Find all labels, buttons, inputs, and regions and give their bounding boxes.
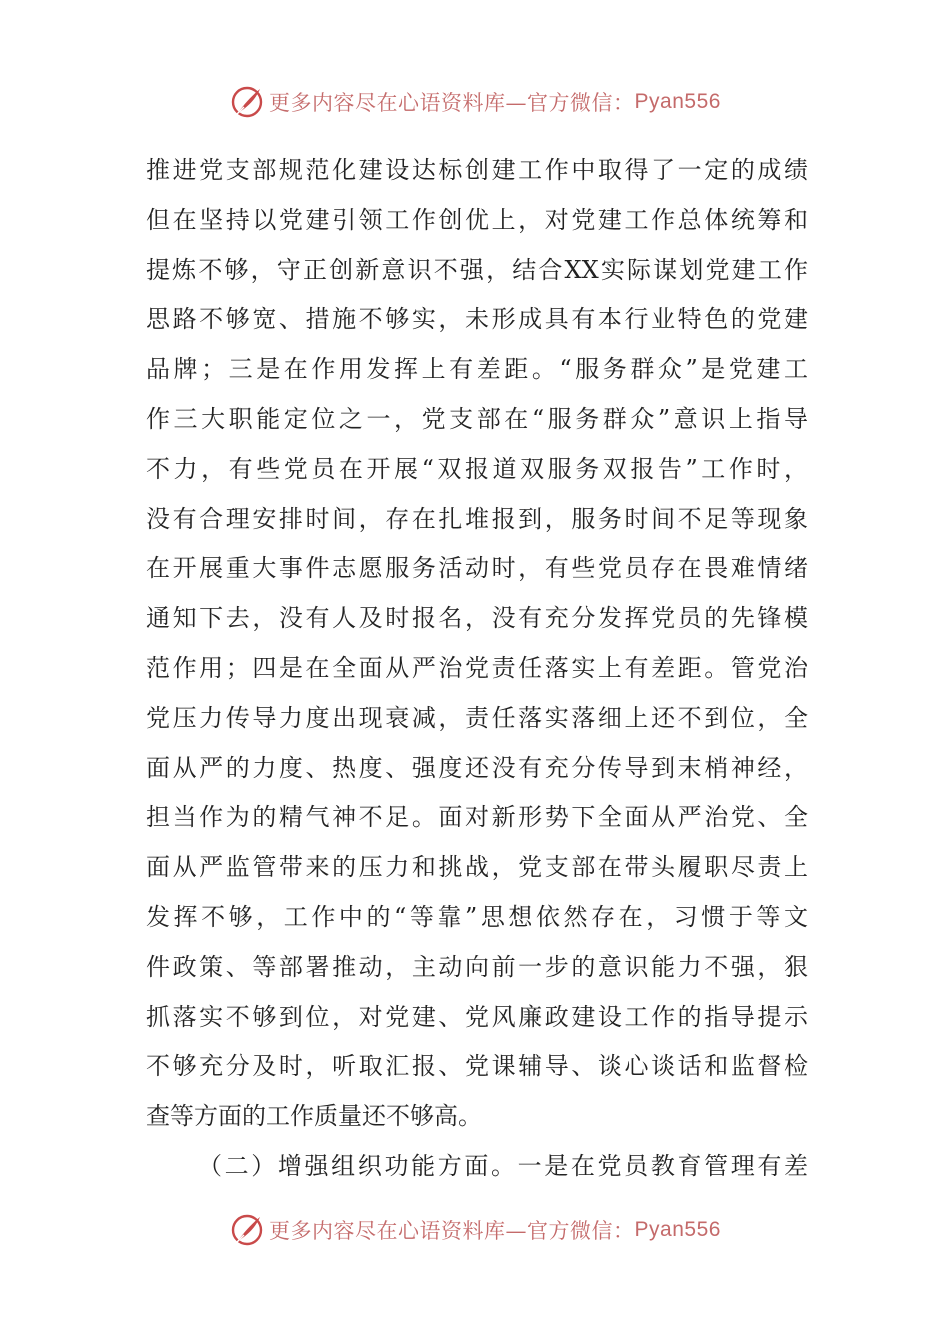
watermark-wechat-id: Pyan556 [634, 90, 721, 113]
text-line: 面从严监管带来的压力和挑战，党支部在带头履职尽责上 [146, 853, 808, 882]
text-line: 提炼不够，守正创新意识不强，结合XX实际谋划党建工作 [146, 255, 808, 284]
text-line: 推进党支部规范化建设达标创建工作中取得了一定的成绩 [146, 156, 808, 184]
watermark-wechat-id: Pyan556 [634, 1218, 721, 1241]
text-line: 在开展重大事件志愿服务活动时，有些党员存在畏难情绪 [146, 554, 808, 583]
footer-watermark-banner [0, 1210, 950, 1250]
text-line: 作三大职能定位之一，党支部在“服务群众”意识上指导 [146, 404, 808, 433]
text-line: 通知下去，没有人及时报名，没有充分发挥党员的先锋模 [146, 604, 808, 633]
text-line: 不力，有些党员在开展“双报道双服务双报告”工作时， [146, 454, 808, 483]
text-line: 查等方面的工作质量还不够高。 [146, 1102, 482, 1131]
text-line: 面从严的力度、热度、强度还没有充分传导到末梢神经， [146, 753, 808, 782]
document-body [146, 146, 808, 1192]
paragraph [146, 1142, 808, 1192]
text-line: 范作用；四是在全面从严治党责任落实上有差距。管党治 [146, 653, 808, 682]
text-line: 件政策、等部署推动，主动向前一步的意识能力不强，狠 [146, 952, 808, 981]
quill-pen-logo-icon [229, 84, 265, 120]
text-line: 没有合理安排时间，存在扎堆报到，服务时间不足等现象 [146, 504, 808, 533]
text-line: 党压力传导力度出现衰减，责任落实落细上还不到位，全 [146, 703, 808, 732]
header-watermark-banner [0, 82, 950, 122]
text-line: 思路不够宽、措施不够实，未形成具有本行业特色的党建 [146, 305, 808, 334]
quill-pen-logo-icon [229, 1212, 265, 1248]
text-line: 品牌；三是在作用发挥上有差距。“服务群众”是党建工 [146, 355, 808, 384]
text-line: 但在坚持以党建引领工作创优上，对党建工作总体统筹和 [146, 205, 808, 234]
text-line: 抓落实不够到位，对党建、党风廉政建设工作的指导提示 [146, 1002, 808, 1031]
text-line: （二）增强组织功能方面。一是在党员教育管理有差 [198, 1151, 808, 1180]
text-line: 担当作为的精气神不足。面对新形势下全面从严治党、全 [146, 803, 808, 832]
text-line: 不够充分及时，听取汇报、党课辅导、谈心谈话和监督检 [146, 1052, 808, 1081]
watermark-text: 更多内容尽在心语资料库—官方微信： [269, 91, 635, 115]
text-line: 发挥不够，工作中的“等靠”思想依然存在，习惯于等文 [146, 902, 808, 931]
watermark-text: 更多内容尽在心语资料库—官方微信： [269, 1219, 635, 1243]
paragraph [146, 146, 808, 1142]
